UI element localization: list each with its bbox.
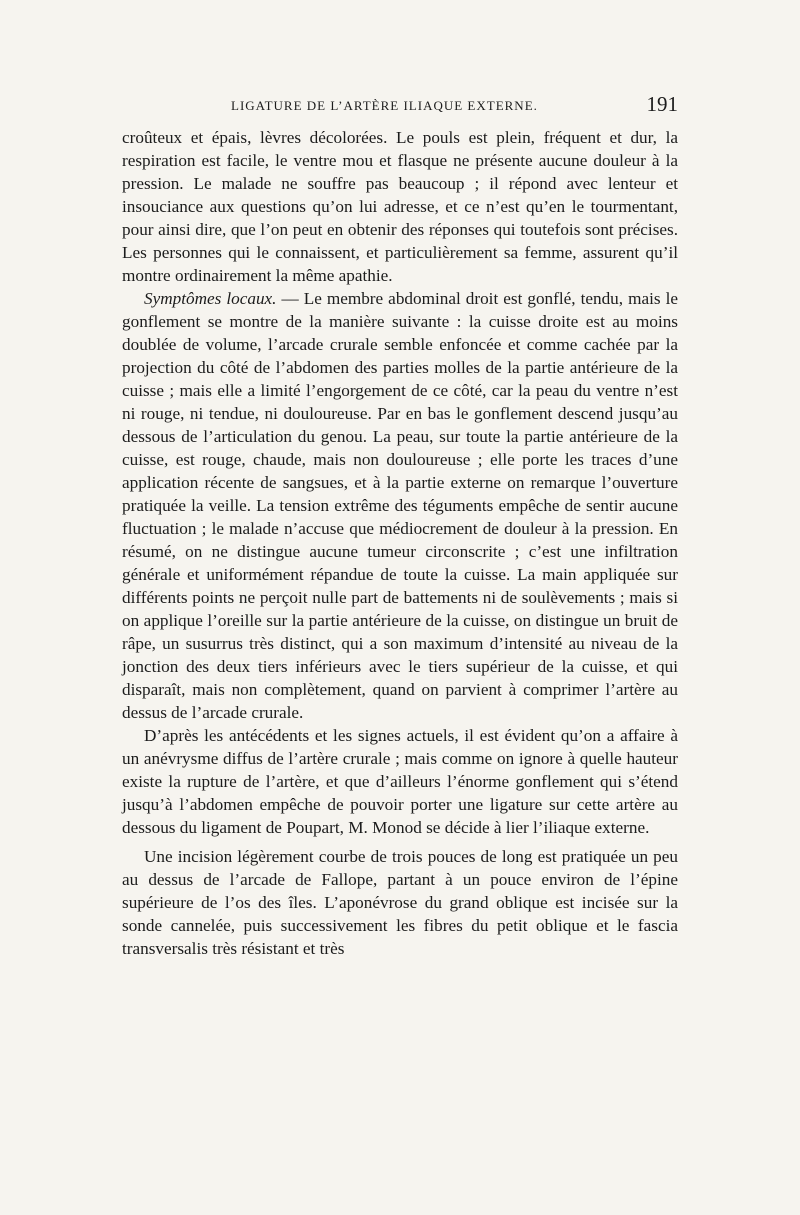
page-number: 191 bbox=[646, 92, 678, 116]
paragraph-2 bbox=[122, 287, 678, 724]
paragraph-2-lead: Symptômes locaux. bbox=[144, 289, 277, 308]
paragraph-3-text: D’après les antécédents et les signes actuels, il est évident qu’on a affaire à un anévrysme diffus de l’artère crurale ; mais comme on ignore à quelle hauteur existe la rupture de l’artère, et que d’ailleurs l’énorme gonflement qui s’étend jusqu’à l’abdomen empêche de pouvoir porter une ligature sur cette artère au dessous du ligament de Poupart, M. Monod se décide à lier l’iliaque externe. bbox=[122, 726, 678, 837]
paragraph-4 bbox=[122, 845, 678, 960]
running-title: LIGATURE DE L’ARTÈRE ILIAQUE EXTERNE. bbox=[231, 98, 538, 113]
running-header bbox=[122, 92, 678, 122]
paragraph-2-text: — Le membre abdominal droit est gonflé, tendu, mais le gonflement se montre de la manière suivante : la cuisse droite est au moins doublée de volume, l’arcade crurale semble enfoncée et comme cachée par la projection du côté de l’abdomen des parties molles de la partie antérieure de la cuisse ; mais elle a limité l’engorgement de ce côté, car la peau du ventre n’est ni rouge, ni tendue, ni douloureuse. Par en bas le gonflement descend jusqu’au dessous de l’articulation du genou. La peau, sur toute la partie antérieure de la cuisse, est rouge, chaude, mais non douloureuse ; elle porte les traces d’une application récente de sangsues, et à la partie externe on remarque l’ouverture pratiquée la veille. La tension extrême des téguments empêche de sentir aucune fluctuation ; le malade n’accuse que médiocrement de douleur à la pression. En résumé, on ne distingue aucune tumeur circonscrite ; c’est une infiltration générale et uniformément répandue de toute la cuisse. La main appliquée sur différents points ne perçoit nulle part de battements ni de soulèvements ; mais si on applique l’oreille sur la partie antérieure de la cuisse, on distingue un bruit de râpe, un susurrus très distinct, qui a son maximum d’intensité au niveau de la jonction des deux tiers inférieurs avec le tiers supérieur de la cuisse, et qui disparaît, mais non complètement, quand on parvient à comprimer l’artère au dessus de l’arcade crurale. bbox=[122, 289, 678, 722]
paragraph-1-text: croûteux et épais, lèvres décolorées. Le pouls est plein, fréquent et dur, la respiration est facile, le ventre mou et flasque ne présente aucune douleur à la pression. Le malade ne souffre pas beaucoup ; il répond avec lenteur et insouciance aux questions qu’on lui adresse, et ce n’est qu’en le tourmentant, pour ainsi dire, que l’on peut en obtenir des réponses qui toutefois sont précises. Les personnes qui le connaissent, et particulièrement sa femme, assurent qu’il montre ordinairement la même apathie. bbox=[122, 128, 678, 285]
body-text bbox=[122, 126, 678, 960]
paragraph-4-text: Une incision légèrement courbe de trois pouces de long est pratiquée un peu au dessus de l’arcade de Fallope, partant à un pouce environ de l’épine supérieure de l’os des îles. L’aponévrose du grand oblique est incisée sur la sonde cannelée, puis successivement les fibres du petit oblique et le fascia transversalis très résistant et très bbox=[122, 847, 678, 958]
book-page bbox=[122, 92, 678, 960]
paragraph-3 bbox=[122, 724, 678, 839]
paragraph-1 bbox=[122, 126, 678, 287]
